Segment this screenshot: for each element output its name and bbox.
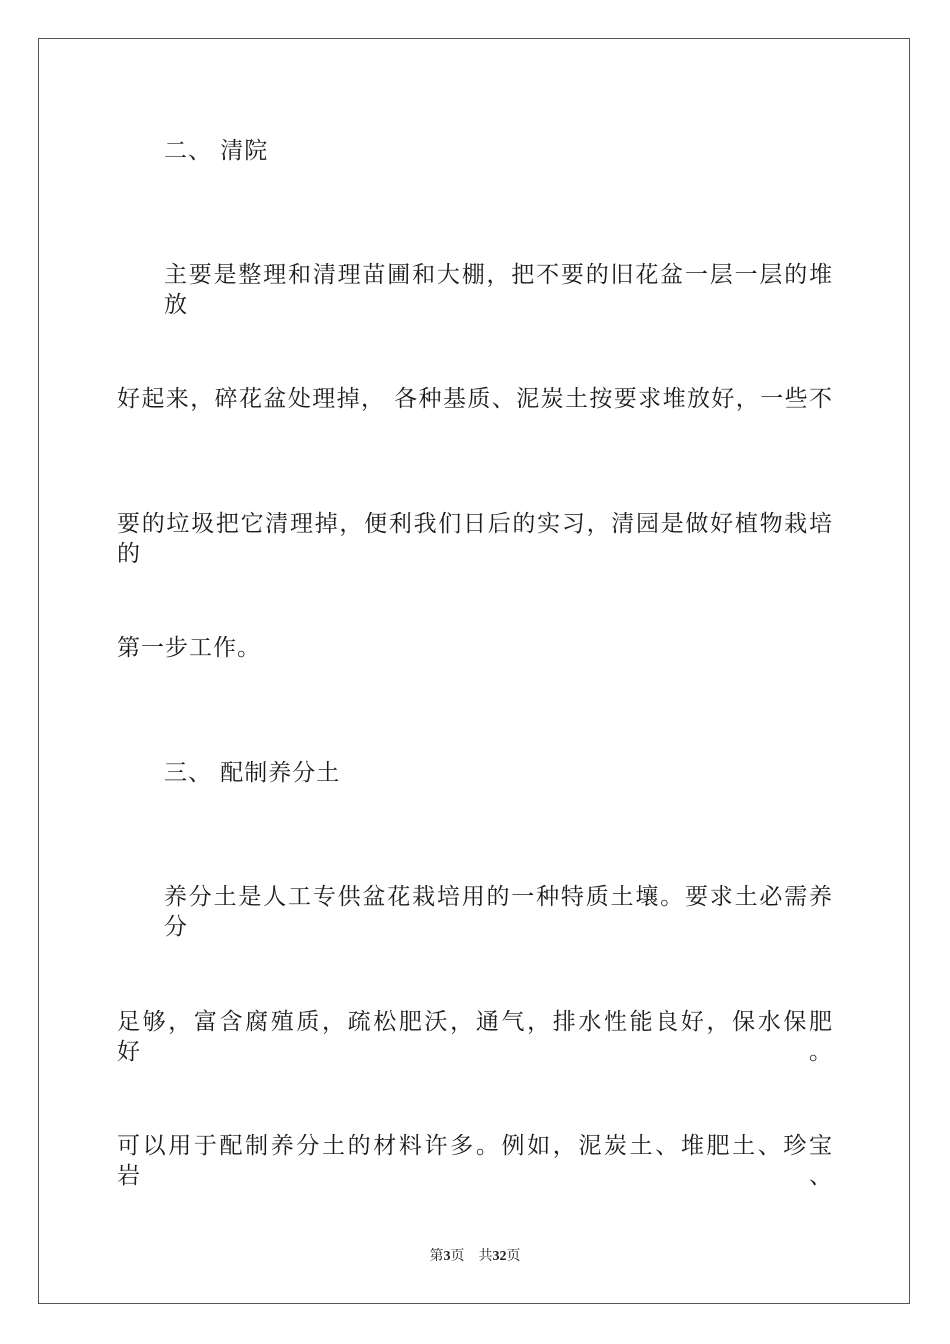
paragraph-line: 第一步工作。 [117, 635, 261, 661]
paragraph-line: 足够，富含腐殖质，疏松肥沃，通气，排水性能良好，保水保肥好。 [117, 1009, 833, 1065]
footer-total-suffix: 页 [506, 1248, 521, 1264]
page-footer [0, 1246, 950, 1267]
page-border [38, 38, 910, 1304]
footer-page-suffix: 页 [450, 1248, 465, 1264]
paragraph-line: 好起来，碎花盆处理掉， 各种基质、泥炭土按要求堆放好，一些不 [117, 386, 833, 412]
paragraph-line: 养分土是人工专供盆花栽培用的一种特质土壤。要求土必需养分 [164, 884, 833, 940]
paragraph-line: 可以用于配制养分土的材料许多。例如，泥炭土、堆肥土、珍宝岩、 [117, 1133, 833, 1189]
footer-page-number: 3 [443, 1249, 451, 1264]
footer-total-prefix: 共 [478, 1248, 493, 1264]
section-heading-peizhi: 三、 配制养分土 [164, 760, 341, 786]
paragraph-line: 要的垃圾把它清理掉，便利我们日后的实习，清园是做好植物栽培的 [117, 511, 833, 567]
footer-page-prefix: 第 [429, 1248, 444, 1264]
footer-total-pages: 32 [492, 1249, 507, 1264]
section-heading-qingyuan: 二、 清院 [164, 138, 269, 164]
paragraph-line: 主要是整理和清理苗圃和大棚，把不要的旧花盆一层一层的堆放 [164, 262, 833, 318]
